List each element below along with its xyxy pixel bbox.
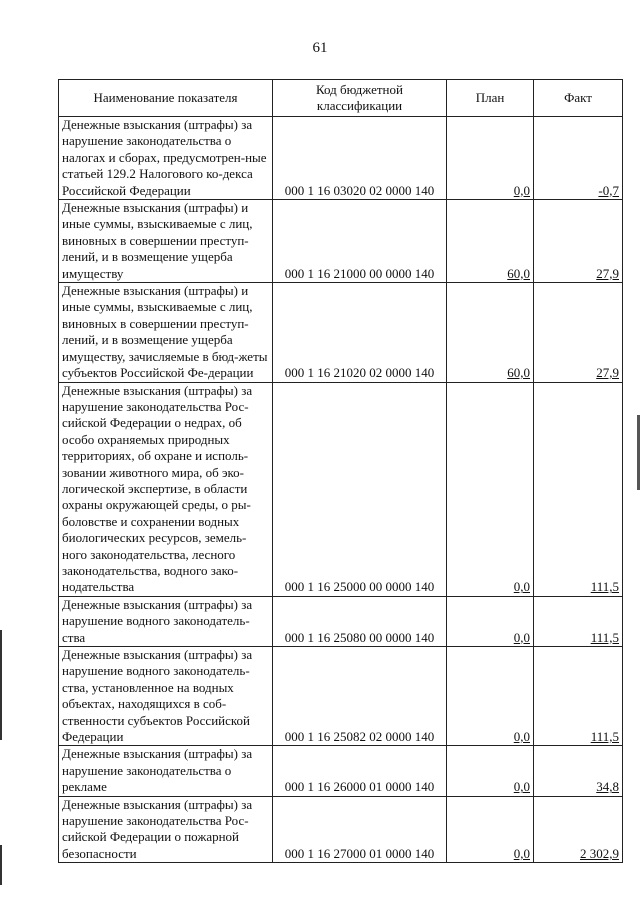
row-plan xyxy=(447,283,534,382)
table-row xyxy=(59,647,623,746)
table-row xyxy=(59,283,623,382)
row-code: 000 1 16 25082 02 0000 140 xyxy=(273,647,447,746)
row-fact xyxy=(534,283,623,382)
row-fact xyxy=(534,746,623,796)
row-name: Денежные взыскания (штрафы) за нарушение законодательства о рекламе xyxy=(59,746,273,796)
row-code: 000 1 16 21020 02 0000 140 xyxy=(273,283,447,382)
row-plan xyxy=(447,596,534,646)
fact-value: 27,9 xyxy=(596,265,619,281)
table-row xyxy=(59,796,623,863)
row-code: 000 1 16 27000 01 0000 140 xyxy=(273,796,447,863)
fact-value: 111,5 xyxy=(590,629,619,645)
header-fact: Факт xyxy=(534,80,623,117)
plan-value: 0,0 xyxy=(513,845,530,861)
plan-value: 0,0 xyxy=(513,579,530,595)
row-plan xyxy=(447,382,534,596)
scan-edge-mark-left xyxy=(0,630,2,740)
plan-value: 0,0 xyxy=(513,729,530,745)
row-name: Денежные взыскания (штрафы) за нарушение водного законодатель-ства, установленное на водных объектах, находящихся в соб-ственности субъектов Российской Федерации xyxy=(59,647,273,746)
page-number: 61 xyxy=(312,40,328,56)
table-header-row xyxy=(59,80,623,117)
fact-value: -0,7 xyxy=(598,182,619,198)
row-fact xyxy=(534,117,623,200)
table-row xyxy=(59,200,623,283)
row-code: 000 1 16 25080 00 0000 140 xyxy=(273,596,447,646)
row-plan xyxy=(447,746,534,796)
fact-value: 111,5 xyxy=(590,729,619,745)
table-row xyxy=(59,382,623,596)
fact-value: 111,5 xyxy=(590,579,619,595)
header-name: Наименование показателя xyxy=(59,80,273,117)
header-code: Код бюджетной классификации xyxy=(273,80,447,117)
plan-value: 0,0 xyxy=(513,182,530,198)
row-plan xyxy=(447,796,534,863)
budget-table xyxy=(58,79,623,863)
table-row xyxy=(59,746,623,796)
plan-value: 0,0 xyxy=(513,779,530,795)
row-fact xyxy=(534,647,623,746)
row-plan xyxy=(447,200,534,283)
row-name: Денежные взыскания (штрафы) и иные суммы, взыскиваемые с лиц, виновных в совершении преступ-лений, и в возмещение ущерба имуществу, зачисляемые в бюд-жеты субъектов Российской Фе-дерации xyxy=(59,283,273,382)
fact-value: 27,9 xyxy=(596,365,619,381)
row-code: 000 1 16 03020 02 0000 140 xyxy=(273,117,447,200)
table-row xyxy=(59,117,623,200)
fact-value: 2 302,9 xyxy=(580,845,619,861)
row-fact xyxy=(534,596,623,646)
row-name: Денежные взыскания (штрафы) за нарушение законодательства Рос-сийской Федерации о недрах, об особо охраняемых природных территориях, об охране и исполь-зовании животного мира, об эко-логической экспертизе, в области охраны окружающей среды, о ры-боловстве и сохранении водных биологических ресурсов, земель-ного законодательства, лесного законодательства, водного зако-нодательства xyxy=(59,382,273,596)
row-plan xyxy=(447,647,534,746)
row-fact xyxy=(534,796,623,863)
row-code: 000 1 16 21000 00 0000 140 xyxy=(273,200,447,283)
row-name: Денежные взыскания (штрафы) и иные суммы, взыскиваемые с лиц, виновных в совершении преступ-лений, и в возмещение ущерба имуществу xyxy=(59,200,273,283)
row-code: 000 1 16 26000 01 0000 140 xyxy=(273,746,447,796)
header-plan: План xyxy=(447,80,534,117)
scan-edge-mark-left-lower xyxy=(0,845,2,885)
row-fact xyxy=(534,382,623,596)
table-row xyxy=(59,596,623,646)
plan-value: 0,0 xyxy=(513,629,530,645)
fact-value: 34,8 xyxy=(596,779,619,795)
row-name: Денежные взыскания (штрафы) за нарушение законодательства о налогах и сборах, предусмотрен-ные статьей 129.2 Налогового ко-декса Российской Федерации xyxy=(59,117,273,200)
row-code: 000 1 16 25000 00 0000 140 xyxy=(273,382,447,596)
row-plan xyxy=(447,117,534,200)
row-name: Денежные взыскания (штрафы) за нарушение законодательства Рос-сийской Федерации о пожарной безопасности xyxy=(59,796,273,863)
plan-value: 60,0 xyxy=(507,365,530,381)
row-fact xyxy=(534,200,623,283)
plan-value: 60,0 xyxy=(507,265,530,281)
row-name: Денежные взыскания (штрафы) за нарушение водного законодатель-ства xyxy=(59,596,273,646)
